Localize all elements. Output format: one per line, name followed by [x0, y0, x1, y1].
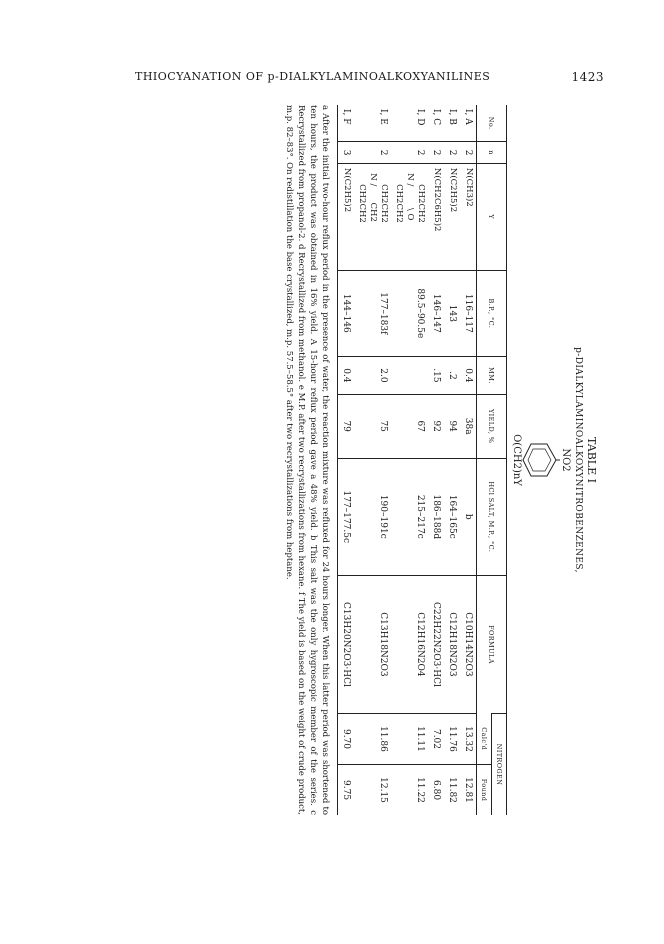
cell-yield: 75	[354, 394, 391, 458]
cell-no: I, D	[415, 109, 425, 126]
cell-hcl: 186–188d	[428, 458, 444, 575]
table-row	[354, 105, 391, 815]
footnote-a: a After the initial two-hour reflux period in the presence of water, the reaction mixture was refluxed for 24 hours longer. When this latter period was shortened to ten hours, the product was obtained in 16% yield. A 15-hour reflux period gave a 48% yield.	[308, 105, 330, 815]
data-table	[337, 105, 507, 815]
footnote-e: e M.P. after two recrystallizations from hexane.	[296, 384, 306, 590]
cell-bp: 116–117	[460, 270, 477, 357]
cell-formula: C13H20N2O3·HCl	[338, 576, 355, 714]
cell-formula: C13H18N2O3	[354, 576, 391, 714]
table-row	[338, 105, 355, 815]
col-hcl: HCl SALT, M.P., °C.	[477, 458, 507, 575]
cell-no: I, F	[338, 105, 355, 142]
cell-calcd: 7.02	[428, 713, 444, 764]
cell-mm: .15	[428, 357, 444, 395]
running-header	[135, 70, 604, 84]
col-formula: FORMULA	[477, 576, 507, 714]
cell-n: 3	[338, 142, 355, 164]
cell-hcl: b	[460, 458, 477, 575]
col-yield: YIELD, %	[477, 394, 507, 458]
cell-calcd: 13.32	[460, 713, 477, 764]
cell-formula: C10H14N2O3	[460, 576, 477, 714]
cell-no: I, A	[463, 109, 473, 125]
footnote-f: f The yield is based on the weight of crude product, m.p. 82–83°. On redistillation the base crystallized, m.p. 57.5–58.5° after two recrystallizations from heptane.	[284, 105, 306, 815]
cell-found: 9.75	[338, 765, 355, 815]
cell-y: N(C2H5)2	[444, 163, 460, 270]
cell-no: I, C	[431, 109, 441, 126]
cell-mm: .2	[444, 357, 460, 395]
cell-yield: 67	[391, 394, 428, 458]
cell-bp: 144–146	[338, 270, 355, 357]
cell-calcd: 11.76	[444, 713, 460, 764]
cell-found: 12.15	[354, 765, 391, 815]
footnote-d: d Recrystallized from methanol.	[296, 244, 306, 383]
cell-formula: C22H22N2O3·HCl	[428, 576, 444, 714]
cell-found: 6.80	[428, 765, 444, 815]
cell-formula: C12H16N2O4	[391, 576, 428, 714]
cell-n: 2	[428, 142, 444, 164]
cell-found: 11.82	[444, 765, 460, 815]
table-title: TABLE I	[585, 437, 598, 483]
col-mm: MM.	[477, 357, 507, 395]
col-y: Y	[477, 163, 507, 270]
cell-yield: 79	[338, 394, 355, 458]
table-row	[460, 105, 477, 815]
cell-bp: 143	[444, 270, 460, 357]
rotated-table-block	[80, 105, 600, 815]
cell-no: I, B	[447, 109, 457, 125]
cell-bp: 89.5–90.5e	[391, 270, 428, 357]
cell-hcl: 215–217c	[391, 458, 428, 575]
cell-y: CH2CH2 N / CH2 CH2CH2	[354, 163, 391, 270]
table-row	[391, 105, 428, 815]
table-row	[428, 105, 444, 815]
table-row	[444, 105, 460, 815]
cell-hcl: 190–191c	[354, 458, 391, 575]
footnote-b: b This salt was the only hygroscopic member of the series.	[308, 535, 318, 806]
col-nitrogen: NITROGEN	[492, 713, 507, 815]
col-no: No.	[477, 105, 507, 142]
footnote-c: c Recrystallized from propanol-2.	[296, 105, 318, 816]
cell-calcd: 11.11	[391, 713, 428, 764]
cell-calcd: 11.86	[354, 713, 391, 764]
cell-mm	[391, 357, 428, 395]
cell-mm: 0.4	[338, 357, 355, 395]
col-found: Found	[477, 765, 492, 815]
table-subtitle: p-DIALKYLAMINOALKOXYNITROBENZENES,	[573, 347, 583, 573]
footnotes	[283, 105, 331, 815]
cell-yield: 94	[444, 394, 460, 458]
cell-found: 11.22	[391, 765, 428, 815]
cell-n: 2	[391, 142, 428, 164]
benzene-ring-icon	[522, 440, 560, 480]
structure-nitro: NO2	[560, 448, 571, 472]
cell-yield: 38a	[460, 394, 477, 458]
cell-calcd: 9.70	[338, 713, 355, 764]
cell-found: 12.81	[460, 765, 477, 815]
cell-formula: C12H18N2O3	[444, 576, 460, 714]
cell-no: I, E	[378, 109, 388, 125]
cell-mm: 0.4	[460, 357, 477, 395]
cell-bp: 146–147	[428, 270, 444, 357]
cell-hcl: 164–165c	[444, 458, 460, 575]
cell-yield: 92	[428, 394, 444, 458]
cell-y: N(CH3)2	[460, 163, 477, 270]
col-n: n	[477, 142, 507, 164]
page-number: 1423	[571, 70, 604, 84]
cell-y: N(CH2C6H5)2	[428, 163, 444, 270]
cell-bp: 177–183f	[354, 270, 391, 357]
cell-y: CH2CH2 N / \ O CH2CH2	[391, 163, 428, 270]
structure-substituent: O(CH2)nY	[511, 434, 522, 486]
running-title: THIOCYANATION OF p-DIALKYLAMINOALKOXYANILINES	[135, 70, 491, 83]
cell-y: N(C2H5)2	[338, 163, 355, 270]
cell-n: 2	[460, 142, 477, 164]
col-calcd: Calc'd	[477, 713, 492, 764]
cell-mm: 2.0	[354, 357, 391, 395]
cell-hcl: 177–177.5c	[338, 458, 355, 575]
cell-n: 2	[444, 142, 460, 164]
cell-n: 2	[354, 142, 391, 164]
col-bp: B.P., °C.	[477, 270, 507, 357]
